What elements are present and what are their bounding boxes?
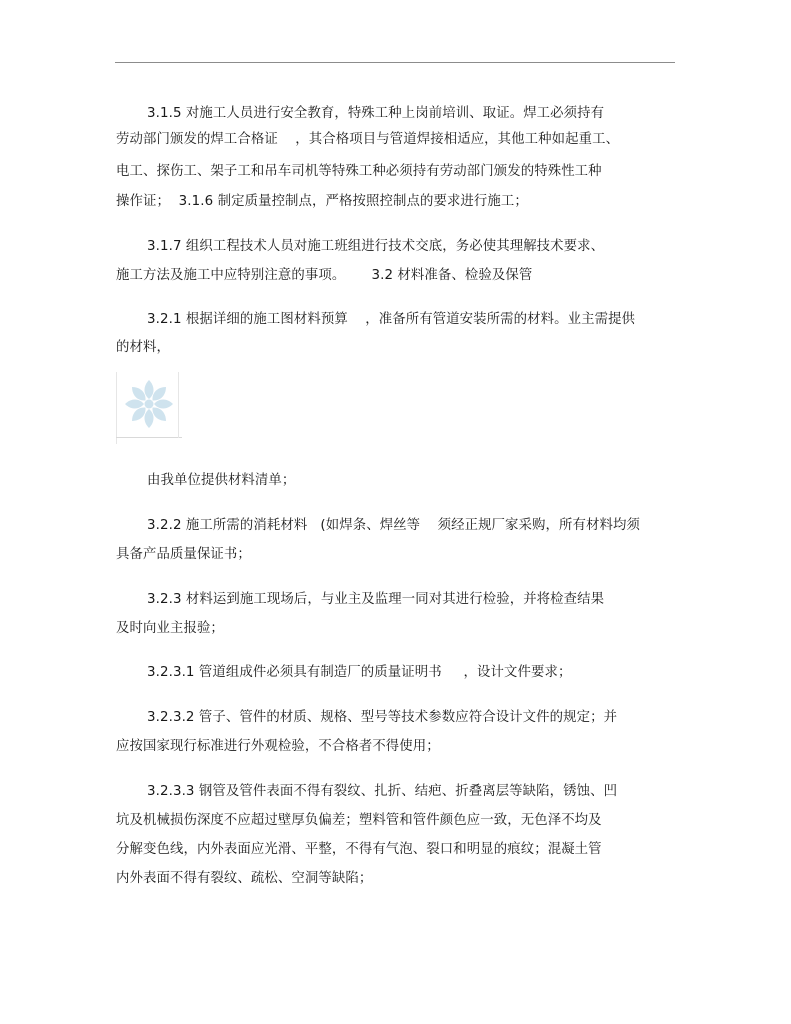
paragraph-line: 3.2.3.2 管子、管件的材质、规格、型号等技术参数应符合设计文件的规定；并 xyxy=(147,710,618,725)
paragraph-line: 施工方法及施工中应特别注意的事项。 3.2 材料准备、检验及保管 xyxy=(116,268,533,283)
paragraph-line: 劳动部门颁发的焊工合格证 ，其合格项目与管道焊接相适应，其他工种如起重工、 xyxy=(116,132,620,147)
paragraph-line: 应按国家现行标准进行外观检验，不合格者不得使用； xyxy=(116,739,440,754)
paragraph-line: 3.2.3 材料运到施工现场后，与业主及监理一同对其进行检验，并将检查结果 xyxy=(147,592,605,607)
paragraph-line: 3.2.2 施工所需的消耗材料 (如焊条、焊丝等 须经正规厂家采购，所有材料均须 xyxy=(147,518,640,533)
paragraph-line: 3.1.7 组织工程技术人员对施工班组进行技术交底，务必使其理解技术要求、 xyxy=(147,239,605,254)
paragraph-line: 的材料， xyxy=(116,340,170,355)
paragraph-line: 3.1.5 对施工人员进行安全教育，特殊工种上岗前培训、取证。焊工必须持有 xyxy=(147,106,605,121)
header-rule xyxy=(115,62,675,63)
paragraph-line: 分解变色线，内外表面应光滑、平整，不得有气泡、裂口和明显的痕纹；混凝土管 xyxy=(116,842,602,857)
paragraph-line: 由我单位提供材料清单； xyxy=(147,473,296,488)
paragraph-line: 电工、探伤工、架子工和吊车司机等特殊工种必须持有劳动部门颁发的特殊性工种 xyxy=(116,164,602,179)
snowflake-watermark-icon xyxy=(116,372,182,444)
paragraph-line: 3.2.3.3 钢管及管件表面不得有裂纹、扎折、结疤、折叠离层等缺陷，锈蚀、凹 xyxy=(147,784,618,799)
paragraph-line: 3.2.3.1 管道组成件必须具有制造厂的质量证明书 ，设计文件要求； xyxy=(147,665,572,680)
paragraph-line: 操作证； 3.1.6 制定质量控制点，严格按照控制点的要求进行施工； xyxy=(116,194,528,209)
paragraph-line: 坑及机械损伤深度不应超过壁厚负偏差；塑料管和管件颜色应一致，无色泽不均及 xyxy=(116,813,602,828)
paragraph-line: 3.2.1 根据详细的施工图材料预算 ，准备所有管道安装所需的材料。业主需提供 xyxy=(147,312,636,327)
paragraph-line: 内外表面不得有裂纹、疏松、空洞等缺陷； xyxy=(116,871,373,886)
paragraph-line: 具备产品质量保证书； xyxy=(116,547,251,562)
paragraph-line: 及时向业主报验； xyxy=(116,621,224,636)
